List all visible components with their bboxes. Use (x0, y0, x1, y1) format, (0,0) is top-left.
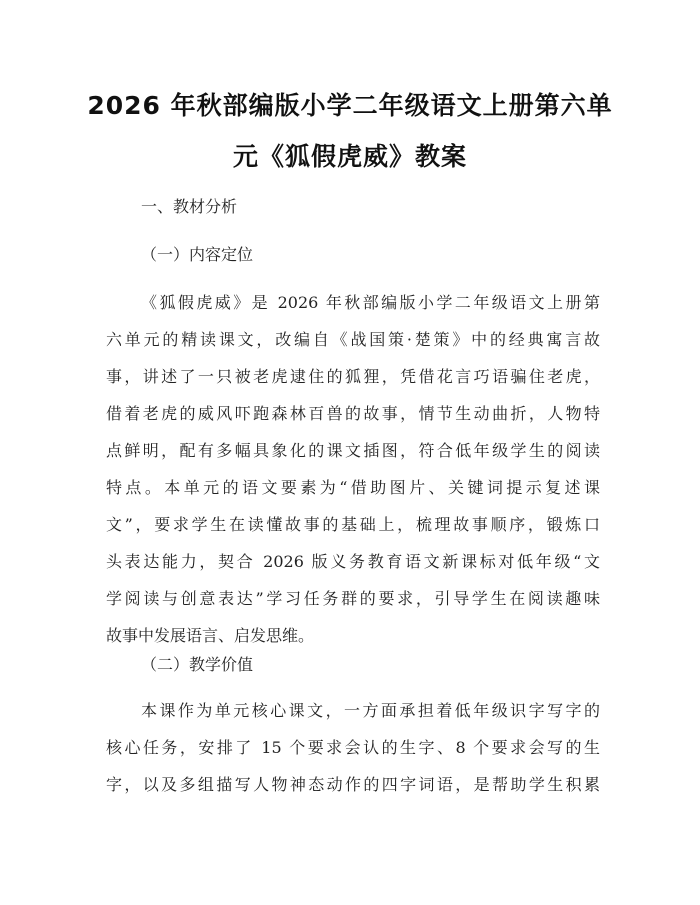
paragraph-line: 故事中发展语言、启发思维。 (106, 626, 315, 645)
paragraph-line: 六单元的精读课文，改编自《战国策·楚策》中的经典寓言故 (106, 330, 600, 349)
paragraph-content-positioning (106, 284, 600, 654)
subsection-heading-teaching-value: （二）教学价值 (141, 655, 254, 674)
document-title-line-1: 2026 年秋部编版小学二年级语文上册第六单 (87, 91, 613, 120)
paragraph-line: 特点。本单元的语文要素为“借助图片、关键词提示复述课 (106, 478, 600, 497)
paragraph-line: 借着老虎的威风吓跑森林百兽的故事，情节生动曲折，人物特 (106, 404, 600, 423)
subsection-heading-content-positioning: （一）内容定位 (141, 245, 254, 264)
paragraph-line: 字，以及多组描写人物神态动作的四字词语，是帮助学生积累 (106, 775, 600, 794)
paragraph-line: 事，讲述了一只被老虎逮住的狐狸，凭借花言巧语骗住老虎， (106, 367, 600, 386)
paragraph-teaching-value (106, 692, 600, 803)
paragraph-line: 点鲜明，配有多幅具象化的课文插图，符合低年级学生的阅读 (106, 441, 600, 460)
paragraph-line: 文”，要求学生在读懂故事的基础上，梳理故事顺序，锻炼口 (106, 515, 600, 534)
document-title-line-2: 元《狐假虎威》教案 (232, 142, 467, 171)
paragraph-line: 学阅读与创意表达”学习任务群的要求，引导学生在阅读趣味 (106, 589, 600, 608)
paragraph-line: 本课作为单元核心课文，一方面承担着低年级识字写字的 (141, 701, 600, 720)
paragraph-line: 核心任务，安排了 15 个要求会认的生字、8 个要求会写的生 (106, 738, 600, 757)
section-heading-teaching-material-analysis: 一、教材分析 (141, 197, 238, 216)
paragraph-line: 头表达能力，契合 2026 版义务教育语文新课标对低年级“文 (106, 552, 600, 571)
paragraph-line: 《狐假虎威》是 2026 年秋部编版小学二年级语文上册第 (141, 293, 600, 312)
